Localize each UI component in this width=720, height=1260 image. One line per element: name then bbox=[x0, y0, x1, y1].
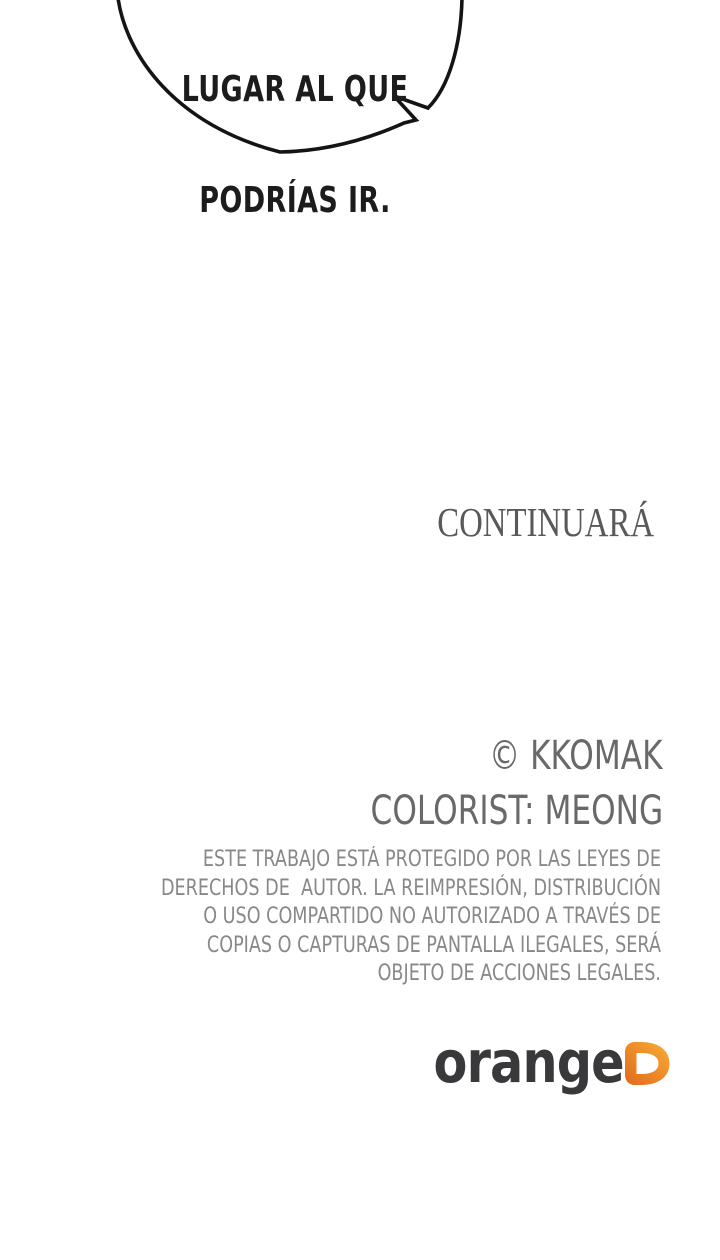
colorist-credit: COLORIST: MEONG bbox=[370, 788, 663, 834]
publisher-logo bbox=[400, 1028, 670, 1102]
legal-notice bbox=[161, 846, 661, 989]
legal-line: COPIAS O CAPTURAS DE PANTALLA ILEGALES, SERÁ bbox=[206, 932, 661, 958]
to-be-continued-text: CONTINUARÁ bbox=[437, 499, 654, 545]
publisher-logo-d-icon bbox=[625, 1042, 670, 1085]
copyright-credit: © KKOMAK bbox=[489, 733, 663, 779]
legal-line: OBJETO DE ACCIONES LEGALES. bbox=[377, 961, 661, 986]
publisher-logo-wordmark: orange bbox=[433, 1028, 624, 1096]
legal-line: ESTE TRABAJO ESTÁ PROTEGIDO POR LAS LEYES DE bbox=[202, 847, 661, 872]
speech-line: PODRÍAS IR. bbox=[199, 180, 391, 221]
legal-line: DERECHOS DE AUTOR. LA REIMPRESIÓN, DISTRIBUCIÓN bbox=[161, 875, 661, 901]
speech-bubble-text bbox=[160, 0, 430, 293]
speech-line: LUGAR AL QUE bbox=[181, 69, 409, 110]
legal-line: O USO COMPARTIDO NO AUTORIZADO A TRAVÉS DE bbox=[203, 904, 661, 929]
